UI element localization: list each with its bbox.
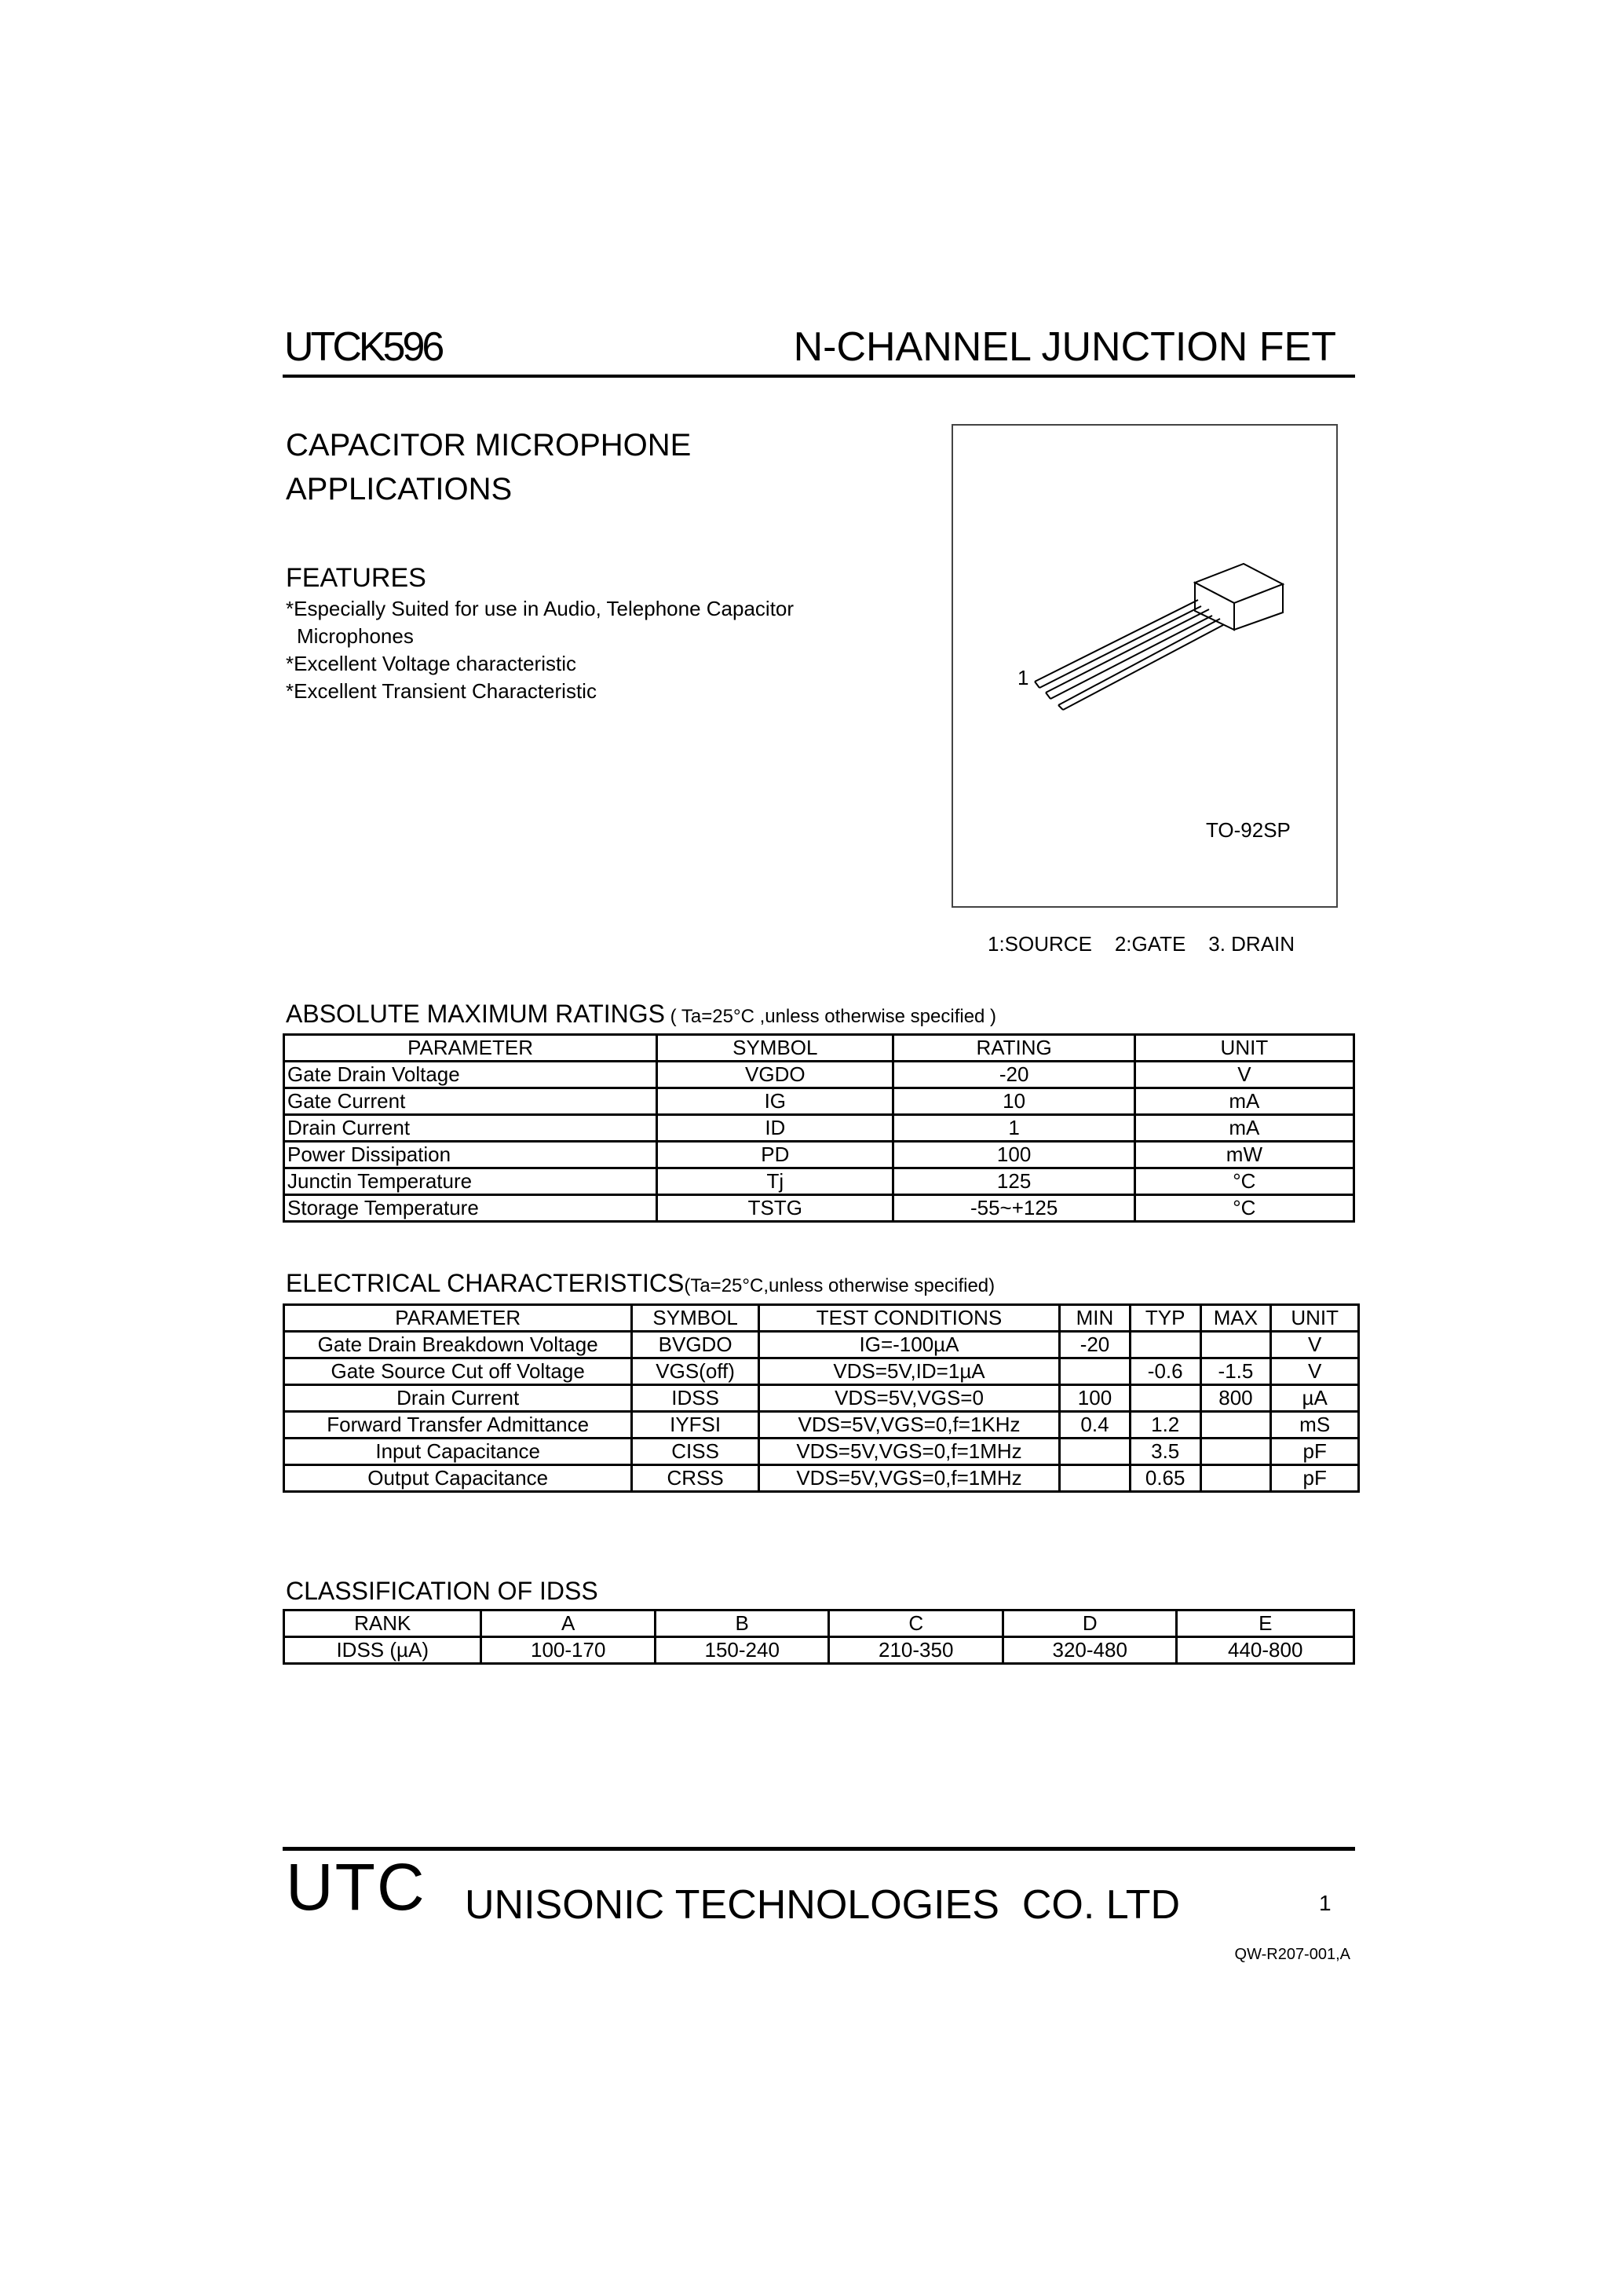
typ-cell: 0.65 xyxy=(1130,1465,1200,1492)
rating-cell: 100 xyxy=(893,1142,1134,1168)
table-row xyxy=(284,1465,1359,1492)
unit-cell: µA xyxy=(1271,1385,1359,1412)
table-row xyxy=(284,1062,1354,1088)
rating-cell: -20 xyxy=(893,1062,1134,1088)
range-cell: 150-240 xyxy=(655,1637,829,1664)
device-type: N-CHANNEL JUNCTION FET xyxy=(793,324,1336,370)
min-cell xyxy=(1060,1358,1131,1385)
unit-cell: °C xyxy=(1134,1195,1353,1222)
unit-cell: mW xyxy=(1134,1142,1353,1168)
table-header-row xyxy=(284,1610,1354,1637)
col-header: C xyxy=(829,1610,1003,1637)
typ-cell: 3.5 xyxy=(1130,1439,1200,1465)
param-cell: Storage Temperature xyxy=(284,1195,657,1222)
col-header: PARAMETER xyxy=(284,1035,657,1062)
abs-max-title xyxy=(286,1000,996,1029)
electrical-table xyxy=(283,1303,1360,1493)
col-header: B xyxy=(655,1610,829,1637)
table-row xyxy=(284,1637,1354,1664)
electrical-condition: (Ta=25°C,unless otherwise specified) xyxy=(684,1275,995,1296)
application-line-1: CAPACITOR MICROPHONE xyxy=(286,428,692,462)
min-cell: -20 xyxy=(1060,1332,1131,1358)
min-cell: 0.4 xyxy=(1060,1412,1131,1439)
max-cell: 800 xyxy=(1200,1385,1271,1412)
col-header: MAX xyxy=(1200,1305,1271,1332)
feature-item: *Excellent Voltage characteristic xyxy=(286,652,576,675)
abs-max-table xyxy=(283,1033,1355,1223)
symbol-cell: TSTG xyxy=(657,1195,893,1222)
table-row xyxy=(284,1358,1359,1385)
condition-cell: VDS=5V,VGS=0,f=1MHz xyxy=(758,1465,1059,1492)
unit-cell: mA xyxy=(1134,1115,1353,1142)
unit-cell: °C xyxy=(1134,1168,1353,1195)
col-header: TEST CONDITIONS xyxy=(758,1305,1059,1332)
symbol-cell: Tj xyxy=(657,1168,893,1195)
pinout-legend: 1:SOURCE 2:GATE 3. DRAIN xyxy=(988,932,1295,956)
col-header: RANK xyxy=(284,1610,481,1637)
col-header: E xyxy=(1177,1610,1354,1637)
param-cell: Gate Drain Breakdown Voltage xyxy=(284,1332,632,1358)
unit-cell: V xyxy=(1271,1332,1359,1358)
electrical-title-text: ELECTRICAL CHARACTERISTICS xyxy=(286,1269,685,1297)
param-cell: Drain Current xyxy=(284,1115,657,1142)
classification-title: CLASSIFICATION OF IDSS xyxy=(286,1577,598,1605)
typ-cell xyxy=(1130,1385,1200,1412)
table-row xyxy=(284,1439,1359,1465)
min-cell: 100 xyxy=(1060,1385,1131,1412)
table-header-row xyxy=(284,1305,1359,1332)
table-row xyxy=(284,1088,1354,1115)
max-cell xyxy=(1200,1332,1271,1358)
param-cell: Output Capacitance xyxy=(284,1465,632,1492)
param-cell: Junctin Temperature xyxy=(284,1168,657,1195)
param-cell: Gate Source Cut off Voltage xyxy=(284,1358,632,1385)
row-label-cell: IDSS (µA) xyxy=(284,1637,481,1664)
col-header: PARAMETER xyxy=(284,1305,632,1332)
unit-cell: pF xyxy=(1271,1439,1359,1465)
col-header: UNIT xyxy=(1271,1305,1359,1332)
table-row xyxy=(284,1412,1359,1439)
features-section xyxy=(286,561,794,705)
rating-cell: 10 xyxy=(893,1088,1134,1115)
classification-table xyxy=(283,1609,1355,1665)
abs-max-condition: ( Ta=25°C ,unless otherwise specified ) xyxy=(665,1006,997,1027)
pin-1-marker: 1 xyxy=(1017,666,1029,689)
symbol-cell: CRSS xyxy=(632,1465,759,1492)
param-cell: Forward Transfer Admittance xyxy=(284,1412,632,1439)
symbol-cell: IYFSI xyxy=(632,1412,759,1439)
symbol-cell: IG xyxy=(657,1088,893,1115)
col-header: D xyxy=(1003,1610,1177,1637)
param-cell: Power Dissipation xyxy=(284,1142,657,1168)
table-row xyxy=(284,1142,1354,1168)
range-cell: 320-480 xyxy=(1003,1637,1177,1664)
abs-max-title-text: ABSOLUTE MAXIMUM RATINGS xyxy=(286,1000,666,1028)
param-cell: Gate Drain Voltage xyxy=(284,1062,657,1088)
col-header: TYP xyxy=(1130,1305,1200,1332)
condition-cell: VDS=5V,ID=1µA xyxy=(758,1358,1059,1385)
symbol-cell: CISS xyxy=(632,1439,759,1465)
col-header: RATING xyxy=(893,1035,1134,1062)
company-logo: UTC xyxy=(286,1850,426,1924)
unit-cell: mA xyxy=(1134,1088,1353,1115)
rating-cell: -55~+125 xyxy=(893,1195,1134,1222)
symbol-cell: IDSS xyxy=(632,1385,759,1412)
condition-cell: VDS=5V,VGS=0,f=1MHz xyxy=(758,1439,1059,1465)
feature-item: Microphones xyxy=(297,624,414,648)
max-cell xyxy=(1200,1412,1271,1439)
symbol-cell: VGDO xyxy=(657,1062,893,1088)
table-row xyxy=(284,1195,1354,1222)
range-cell: 100-170 xyxy=(481,1637,656,1664)
unit-cell: V xyxy=(1271,1358,1359,1385)
unit-cell: mS xyxy=(1271,1412,1359,1439)
min-cell xyxy=(1060,1439,1131,1465)
symbol-cell: PD xyxy=(657,1142,893,1168)
footer-rule xyxy=(283,1847,1355,1851)
typ-cell: -0.6 xyxy=(1130,1358,1200,1385)
document-number: QW-R207-001,A xyxy=(1234,1946,1350,1963)
features-heading: FEATURES xyxy=(286,563,426,593)
typ-cell xyxy=(1130,1332,1200,1358)
min-cell xyxy=(1060,1465,1131,1492)
unit-cell: pF xyxy=(1271,1465,1359,1492)
package-drawing-box xyxy=(952,424,1338,908)
max-cell: -1.5 xyxy=(1200,1358,1271,1385)
unit-cell: V xyxy=(1134,1062,1353,1088)
table-row xyxy=(284,1115,1354,1142)
typ-cell: 1.2 xyxy=(1130,1412,1200,1439)
header-rule xyxy=(283,375,1355,378)
table-row xyxy=(284,1168,1354,1195)
table-row xyxy=(284,1332,1359,1358)
condition-cell: IG=-100µA xyxy=(758,1332,1059,1358)
page-number: 1 xyxy=(1319,1891,1332,1915)
symbol-cell: BVGDO xyxy=(632,1332,759,1358)
col-header: A xyxy=(481,1610,656,1637)
range-cell: 440-800 xyxy=(1177,1637,1354,1664)
package-name: TO-92SP xyxy=(1206,818,1291,842)
table-header-row xyxy=(284,1035,1354,1062)
max-cell xyxy=(1200,1439,1271,1465)
application-line-2: APPLICATIONS xyxy=(286,472,513,506)
symbol-cell: VGS(off) xyxy=(632,1358,759,1385)
rating-cell: 1 xyxy=(893,1115,1134,1142)
symbol-cell: ID xyxy=(657,1115,893,1142)
col-header: SYMBOL xyxy=(657,1035,893,1062)
condition-cell: VDS=5V,VGS=0,f=1KHz xyxy=(758,1412,1059,1439)
param-cell: Input Capacitance xyxy=(284,1439,632,1465)
feature-item: *Especially Suited for use in Audio, Telephone Capacitor xyxy=(286,597,795,620)
electrical-title xyxy=(286,1269,995,1298)
range-cell: 210-350 xyxy=(829,1637,1003,1664)
param-cell: Drain Current xyxy=(284,1385,632,1412)
max-cell xyxy=(1200,1465,1271,1492)
condition-cell: VDS=5V,VGS=0 xyxy=(758,1385,1059,1412)
part-number: UTCK596 xyxy=(284,324,442,370)
application-title xyxy=(286,423,691,511)
param-cell: Gate Current xyxy=(284,1088,657,1115)
feature-item: *Excellent Transient Characteristic xyxy=(286,679,597,703)
col-header: MIN xyxy=(1060,1305,1131,1332)
table-row xyxy=(284,1385,1359,1412)
rating-cell: 125 xyxy=(893,1168,1134,1195)
col-header: UNIT xyxy=(1134,1035,1353,1062)
company-name: UNISONIC TECHNOLOGIES CO. LTD xyxy=(465,1882,1181,1928)
col-header: SYMBOL xyxy=(632,1305,759,1332)
